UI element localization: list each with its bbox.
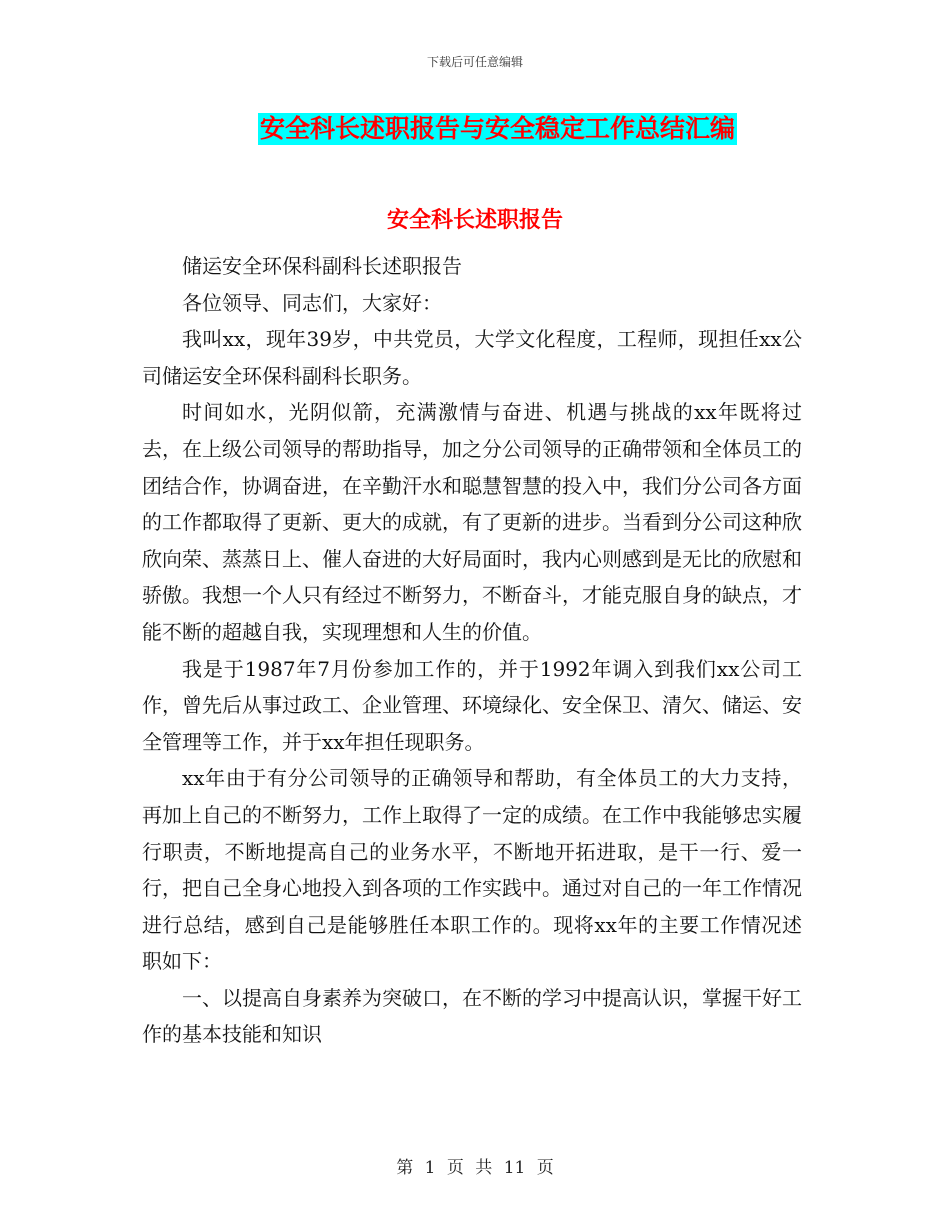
paragraph: 我叫xx，现年39岁，中共党员，大学文化程度，工程师，现担任xx公司储运安全环保科副科长职务。 bbox=[142, 327, 802, 388]
paragraph: 一、以提高自身素养为突破口，在不断的学习中提高认识，掌握干好工作的基本技能和知识 bbox=[142, 985, 802, 1047]
section-title: 安全科长述职报告 bbox=[386, 208, 563, 233]
main-title: 安全科长述职报告与安全稳定工作总结汇编 bbox=[259, 114, 735, 143]
paragraph: 储运安全环保科副科长述职报告 bbox=[182, 254, 462, 278]
paragraph: 时间如水，光阴似箭，充满激情与奋进、机遇与挑战的xx年既将过去，在上级公司领导的帮助指导，加之分公司领导的正确带领和全体员工的团结合作，协调奋进，在辛勤汗水和聪慧智慧的投入中，我们分公司各方面的工作都取得了更新、更大的成就，有了更新的进步。当看到分公司这种欣欣向荣、蒸蒸日上、催人奋进的大好局面时，我内心则感到是无比的欣慰和骄傲。我想一个人只有经过不断努力，不断奋斗，才能克服自身的缺点，才能不断的超越自我，实现理想和人生的价值。 bbox=[142, 400, 802, 644]
paragraph: 我是于1987年7月份参加工作的，并于1992年调入到我们xx公司工作，曾先后从事过政工、企业管理、环境绿化、安全保卫、清欠、储运、安全管理等工作，并于xx年担任现职务。 bbox=[142, 656, 802, 754]
header-note: 下载后可任意编辑 bbox=[426, 55, 523, 69]
paragraph: 各位领导、同志们，大家好： bbox=[182, 290, 442, 315]
main-title-container bbox=[0, 113, 950, 145]
document-body bbox=[142, 248, 802, 1053]
paragraph: xx年由于有分公司领导的正确领导和帮助，有全体员工的大力支持，再加上自己的不断努力，工作上取得了一定的成绩。在工作中我能够忠实履行职责，不断地提高自己的业务水平，不断地开拓进取，是干一行、爱一行，把自己全身心地投入到各项的工作实践中。通过对自己的一年工作情况进行总结，感到自己是能够胜任本职工作的。现将xx年的主要工作情况述职如下： bbox=[142, 766, 802, 974]
page-footer: 第 1 页 共 11 页 bbox=[396, 1158, 554, 1178]
